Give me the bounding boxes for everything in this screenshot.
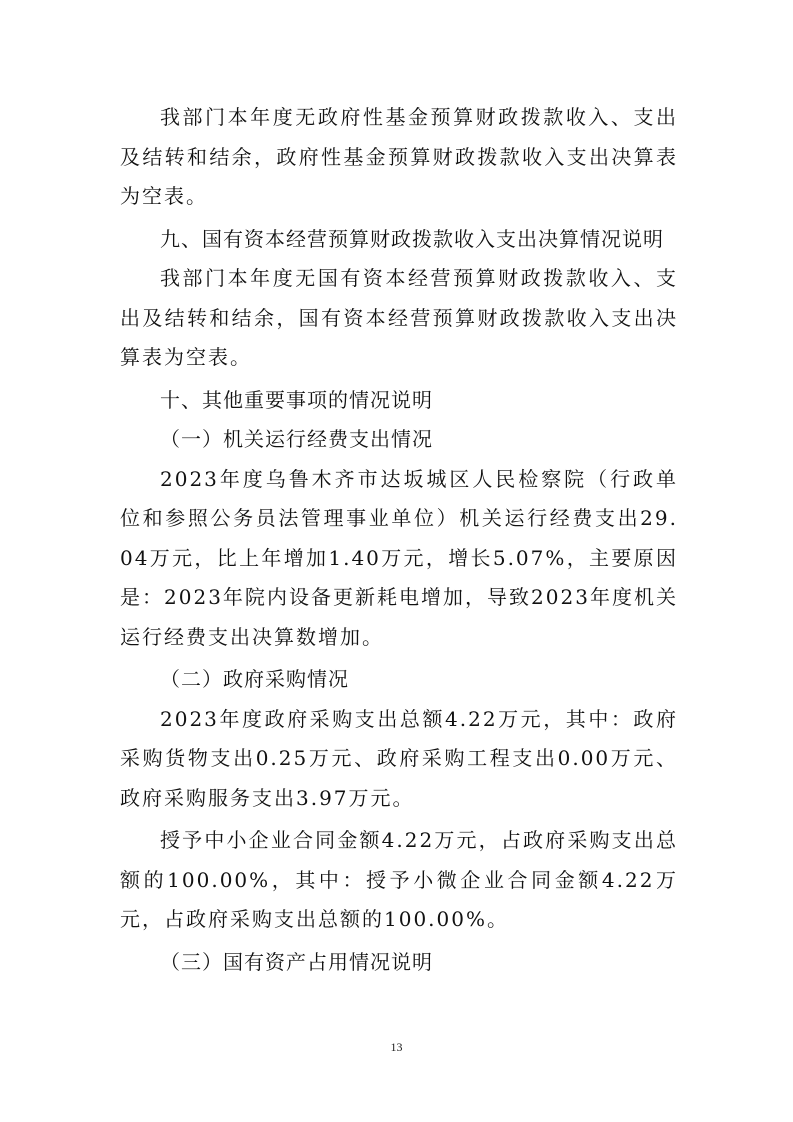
heading-sub-2: （二）政府采购情况 [160,667,349,691]
page-body [120,98,678,982]
heading-sub-1: （一）机关运行经费支出情况 [160,427,433,451]
heading-sub-3: （三）国有资产占用情况说明 [160,949,433,974]
heading-section-9: 九、国有资本经营预算财政拨款收入支出决算情况说明 [160,226,664,251]
para-operating-costs: 2023年度乌鲁木齐市达坂城区人民检察院（行政单位和参照公务员法管理事业单位）机关运行经费支出29.04万元，比上年增加1.40万元，增长5.07%，主要原因是：2023年院内设备更新耗电增加，导致2023年度机关运行经费支出决算数增加。 [120,466,678,649]
para-procurement-sme: 授予中小企业合同金额4.22万元，占政府采购支出总额的100.00%，其中：授予小微企业合同金额4.22万元，占政府采购支出总额的100.00%。 [120,828,678,931]
heading-section-10: 十、其他重要事项的情况说明 [160,387,433,412]
page-number: 13 [390,1040,403,1054]
para-procurement-total: 2023年度政府采购支出总额4.22万元，其中：政府采购货物支出0.25万元、政府采购工程支出0.00万元、政府采购服务支出3.97万元。 [120,706,678,810]
para-state-capital: 我部门本年度无国有资本经营预算财政拨款收入、支出及结转和结余，国有资本经营预算财政拨款收入支出决算表为空表。 [120,266,678,369]
para-fund-budget: 我部门本年度无政府性基金预算财政拨款收入、支出及结转和结余，政府性基金预算财政拨款收入支出决算表为空表。 [120,105,678,208]
